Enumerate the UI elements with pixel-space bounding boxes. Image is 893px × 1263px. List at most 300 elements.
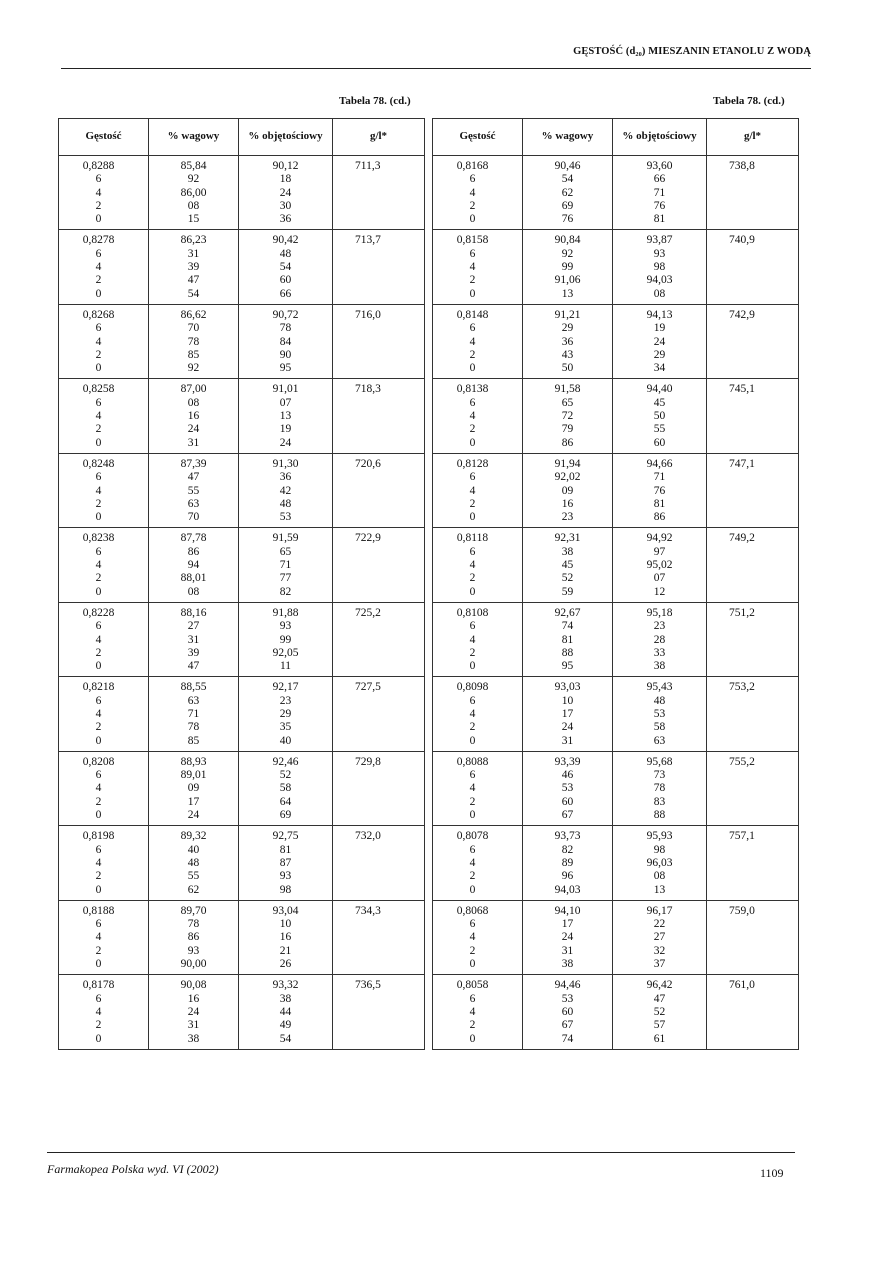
cell-gl [333, 528, 425, 602]
column-header-gl: g/l* [333, 119, 425, 156]
cell-value: 53 [279, 511, 292, 524]
cell-gl [333, 751, 425, 825]
cell-value: 55 [653, 423, 666, 436]
table-row [59, 230, 425, 304]
cell-gl [333, 602, 425, 676]
cell-value: 12 [653, 585, 666, 598]
cell-gl [707, 602, 799, 676]
cell-value: 90,08 [180, 979, 207, 992]
footer-rule [47, 1152, 795, 1153]
cell-value: 98 [653, 261, 666, 274]
cell-value: 46 [561, 769, 574, 782]
cell-value: 2 [95, 348, 102, 361]
cell-value: 89 [561, 856, 574, 869]
cell-value: 73 [653, 769, 666, 782]
cell-wagowy [149, 453, 239, 527]
cell-gestosc [59, 379, 149, 453]
cell-value: 2 [95, 870, 102, 883]
table-row [59, 379, 425, 453]
cell-value: 34 [653, 362, 666, 375]
cell-value: 08 [187, 585, 200, 598]
cell-value: 66 [279, 287, 292, 300]
cell-gestosc [433, 826, 523, 900]
density-group [433, 751, 799, 825]
cell-gestosc [433, 156, 523, 230]
cell-value: 99 [561, 261, 574, 274]
footer-source: Farmakopea Polska wyd. VI (2002) [47, 1162, 219, 1176]
table-row [59, 751, 425, 825]
cell-value: 747,1 [729, 457, 755, 470]
cell-wagowy [523, 677, 613, 751]
cell-value: 07 [279, 396, 292, 409]
cell-value: 88,55 [180, 681, 207, 694]
cell-gl [707, 156, 799, 230]
density-group [59, 602, 425, 676]
cell-value: 86 [187, 931, 200, 944]
cell-gestosc [59, 751, 149, 825]
cell-value: 753,2 [729, 681, 755, 694]
cell-objetosciowy [613, 975, 707, 1049]
cell-value: 2 [469, 423, 476, 436]
cell-value: 720,6 [355, 457, 381, 470]
cell-value: 716,0 [355, 308, 381, 321]
cell-value: 2 [95, 721, 102, 734]
cell-value: 76 [561, 213, 574, 226]
cell-value: 4 [95, 410, 102, 423]
cell-gl [707, 975, 799, 1049]
cell-value: 09 [561, 484, 574, 497]
cell-value: 88,93 [180, 755, 207, 768]
cell-value: 48 [279, 497, 292, 510]
cell-value: 0 [95, 734, 102, 747]
cell-value: 38 [187, 1032, 200, 1045]
cell-value: 88,16 [180, 606, 207, 619]
cell-value: 6 [95, 769, 102, 782]
cell-value: 54 [279, 1032, 292, 1045]
cell-value: 81 [653, 213, 666, 226]
cell-objetosciowy [239, 453, 333, 527]
cell-value: 91,94 [554, 457, 581, 470]
cell-value: 48 [187, 856, 200, 869]
cell-gl [707, 528, 799, 602]
cell-value: 78 [187, 721, 200, 734]
cell-value: 71 [279, 559, 292, 572]
cell-value: 95,02 [646, 559, 673, 572]
density-table-right [432, 118, 799, 1050]
cell-value: 727,5 [355, 681, 381, 694]
cell-value: 78 [187, 918, 200, 931]
cell-wagowy [149, 156, 239, 230]
density-group [59, 379, 425, 453]
cell-value: 70 [187, 322, 200, 335]
cell-value: 0 [469, 511, 476, 524]
cell-value: 740,9 [729, 234, 755, 247]
header-rule [61, 68, 811, 69]
cell-value: 38 [561, 545, 574, 558]
cell-value: 81 [561, 633, 574, 646]
cell-value: 0 [469, 1032, 476, 1045]
column-header-objetosciowy: % objętościowy [239, 119, 333, 156]
cell-objetosciowy [613, 230, 707, 304]
cell-value: 48 [279, 247, 292, 260]
cell-value: 78 [187, 335, 200, 348]
cell-value: 87,00 [180, 383, 207, 396]
cell-value: 66 [653, 173, 666, 186]
cell-wagowy [149, 751, 239, 825]
cell-gestosc [433, 230, 523, 304]
cell-value: 0,8208 [82, 755, 115, 768]
density-group [433, 230, 799, 304]
cell-objetosciowy [613, 528, 707, 602]
cell-value: 0 [95, 883, 102, 896]
cell-value: 0 [95, 213, 102, 226]
cell-value: 6 [469, 992, 476, 1005]
cell-value: 92,17 [272, 681, 299, 694]
cell-objetosciowy [613, 826, 707, 900]
cell-gestosc [433, 677, 523, 751]
cell-value: 29 [279, 707, 292, 720]
density-group [433, 900, 799, 974]
cell-wagowy [149, 379, 239, 453]
cell-value: 19 [279, 423, 292, 436]
cell-value: 0,8248 [82, 457, 115, 470]
cell-value: 47 [187, 274, 200, 287]
cell-gestosc [59, 304, 149, 378]
cell-gl [333, 975, 425, 1049]
cell-value: 6 [95, 918, 102, 931]
cell-value: 0 [95, 436, 102, 449]
cell-value: 18 [279, 173, 292, 186]
cell-value: 92,02 [554, 471, 581, 484]
cell-value: 2 [469, 348, 476, 361]
cell-wagowy [149, 230, 239, 304]
cell-value: 2 [95, 1019, 102, 1032]
cell-wagowy [149, 900, 239, 974]
column-header-objetosciowy: % objętościowy [613, 119, 707, 156]
cell-value: 90,42 [272, 234, 299, 247]
cell-value: 97 [653, 545, 666, 558]
cell-value: 93,03 [554, 681, 581, 694]
cell-value: 08 [653, 287, 666, 300]
cell-value: 4 [95, 931, 102, 944]
cell-value: 31 [187, 247, 200, 260]
cell-value: 91,30 [272, 457, 299, 470]
cell-value: 0,8148 [456, 308, 489, 321]
table-row [59, 602, 425, 676]
cell-value: 2 [469, 795, 476, 808]
cell-value: 24 [653, 335, 666, 348]
density-group [433, 826, 799, 900]
cell-value: 43 [561, 348, 574, 361]
cell-value: 90,12 [272, 160, 299, 172]
cell-value: 60 [279, 274, 292, 287]
cell-value: 54 [279, 261, 292, 274]
cell-wagowy [523, 230, 613, 304]
cell-value: 0 [95, 511, 102, 524]
cell-wagowy [523, 602, 613, 676]
cell-value: 13 [279, 410, 292, 423]
cell-value: 87 [279, 856, 292, 869]
cell-value: 6 [469, 322, 476, 335]
cell-value: 6 [469, 769, 476, 782]
cell-value: 2 [95, 795, 102, 808]
cell-value: 0,8278 [82, 234, 115, 247]
density-group [433, 528, 799, 602]
cell-value: 74 [561, 620, 574, 633]
density-group [433, 677, 799, 751]
cell-value: 10 [279, 918, 292, 931]
cell-value: 19 [653, 322, 666, 335]
cell-value: 36 [561, 335, 574, 348]
cell-value: 91,88 [272, 606, 299, 619]
cell-value: 4 [95, 559, 102, 572]
cell-value: 10 [561, 694, 574, 707]
cell-value: 0,8288 [82, 160, 115, 172]
cell-value: 6 [469, 694, 476, 707]
cell-value: 4 [95, 1005, 102, 1018]
table-row [433, 379, 799, 453]
cell-value: 95,68 [646, 755, 673, 768]
cell-value: 6 [469, 545, 476, 558]
cell-value: 45 [561, 559, 574, 572]
density-group [433, 602, 799, 676]
cell-value: 96 [561, 870, 574, 883]
cell-value: 0,8078 [456, 830, 489, 843]
cell-value: 52 [561, 572, 574, 585]
cell-value: 22 [653, 918, 666, 931]
cell-value: 81 [653, 497, 666, 510]
cell-value: 08 [653, 870, 666, 883]
cell-value: 60 [653, 436, 666, 449]
table-row [433, 528, 799, 602]
density-group [59, 826, 425, 900]
cell-value: 92,75 [272, 830, 299, 843]
cell-value: 2 [95, 646, 102, 659]
cell-value: 92,05 [272, 646, 299, 659]
column-header-gestosc: Gęstość [433, 119, 523, 156]
cell-value: 2 [95, 497, 102, 510]
column-header-gl: g/l* [707, 119, 799, 156]
cell-value: 90,46 [554, 160, 581, 172]
cell-value: 0 [469, 436, 476, 449]
cell-value: 713,7 [355, 234, 381, 247]
cell-value: 91,58 [554, 383, 581, 396]
cell-wagowy [523, 453, 613, 527]
cell-gl [333, 453, 425, 527]
cell-value: 0,8098 [456, 681, 489, 694]
cell-value: 2 [469, 274, 476, 287]
density-group [59, 975, 425, 1049]
cell-value: 27 [187, 620, 200, 633]
cell-value: 24 [187, 809, 200, 822]
cell-value: 0,8188 [82, 904, 115, 917]
cell-value: 32 [653, 944, 666, 957]
cell-gl [333, 379, 425, 453]
cell-value: 0,8128 [456, 457, 489, 470]
cell-value: 36 [279, 213, 292, 226]
cell-value: 31 [561, 734, 574, 747]
cell-value: 6 [95, 694, 102, 707]
cell-value: 40 [187, 843, 200, 856]
cell-value: 52 [279, 769, 292, 782]
cell-value: 42 [279, 484, 292, 497]
cell-value: 2 [469, 646, 476, 659]
cell-wagowy [149, 528, 239, 602]
cell-wagowy [523, 751, 613, 825]
density-group [59, 230, 425, 304]
cell-value: 13 [561, 287, 574, 300]
cell-value: 0 [95, 287, 102, 300]
cell-value: 33 [653, 646, 666, 659]
cell-value: 98 [279, 883, 292, 896]
cell-value: 0,8228 [82, 606, 115, 619]
cell-value: 4 [469, 1005, 476, 1018]
table-row [433, 304, 799, 378]
table-caption-right: Tabela 78. (cd.) [713, 95, 785, 107]
table-row [433, 453, 799, 527]
cell-value: 53 [561, 992, 574, 1005]
cell-gestosc [59, 677, 149, 751]
density-group [433, 304, 799, 378]
cell-value: 31 [187, 436, 200, 449]
cell-value: 84 [279, 335, 292, 348]
cell-value: 0,8088 [456, 755, 489, 768]
cell-value: 86,62 [180, 308, 207, 321]
cell-value: 6 [95, 843, 102, 856]
cell-value: 29 [561, 322, 574, 335]
cell-value: 53 [653, 707, 666, 720]
cell-value: 0 [95, 660, 102, 673]
cell-value: 89,70 [180, 904, 207, 917]
cell-gl [707, 379, 799, 453]
cell-value: 39 [187, 646, 200, 659]
cell-gl [333, 156, 425, 230]
cell-value: 759,0 [729, 904, 755, 917]
density-table-left [58, 118, 425, 1050]
cell-wagowy [149, 975, 239, 1049]
cell-gl [707, 751, 799, 825]
cell-value: 16 [187, 410, 200, 423]
cell-objetosciowy [239, 900, 333, 974]
cell-value: 67 [561, 809, 574, 822]
cell-value: 44 [279, 1005, 292, 1018]
cell-value: 65 [561, 396, 574, 409]
cell-value: 55 [187, 484, 200, 497]
cell-gl [707, 453, 799, 527]
cell-value: 82 [561, 843, 574, 856]
cell-value: 0 [469, 958, 476, 971]
cell-value: 95 [561, 660, 574, 673]
cell-value: 24 [561, 721, 574, 734]
cell-value: 62 [187, 883, 200, 896]
cell-value: 0,8178 [82, 979, 115, 992]
cell-value: 93 [279, 620, 292, 633]
table-row [433, 975, 799, 1049]
cell-value: 48 [653, 694, 666, 707]
cell-objetosciowy [239, 602, 333, 676]
cell-value: 2 [95, 423, 102, 436]
table-row [59, 900, 425, 974]
cell-value: 94,03 [646, 274, 673, 287]
cell-gl [333, 900, 425, 974]
cell-gl [707, 304, 799, 378]
cell-value: 21 [279, 944, 292, 957]
cell-value: 4 [95, 633, 102, 646]
cell-value: 94,10 [554, 904, 581, 917]
cell-gestosc [433, 453, 523, 527]
cell-value: 31 [187, 633, 200, 646]
cell-value: 28 [653, 633, 666, 646]
cell-value: 0,8108 [456, 606, 489, 619]
cell-objetosciowy [239, 826, 333, 900]
density-group [433, 156, 799, 230]
cell-gl [333, 677, 425, 751]
cell-value: 4 [469, 559, 476, 572]
table-row [59, 975, 425, 1049]
cell-objetosciowy [239, 304, 333, 378]
cell-value: 24 [561, 931, 574, 944]
cell-value: 16 [279, 931, 292, 944]
cell-value: 31 [561, 944, 574, 957]
cell-value: 61 [653, 1032, 666, 1045]
cell-gestosc [433, 379, 523, 453]
cell-value: 50 [561, 362, 574, 375]
table-row [433, 900, 799, 974]
cell-value: 0,8168 [456, 160, 489, 172]
cell-value: 2 [95, 572, 102, 585]
cell-value: 0 [95, 362, 102, 375]
cell-value: 91,21 [554, 308, 581, 321]
cell-value: 0 [469, 213, 476, 226]
cell-value: 91,59 [272, 532, 299, 545]
cell-value: 0 [95, 809, 102, 822]
cell-value: 90,84 [554, 234, 581, 247]
cell-value: 24 [279, 436, 292, 449]
cell-value: 76 [653, 484, 666, 497]
cell-value: 4 [95, 856, 102, 869]
cell-value: 60 [561, 1005, 574, 1018]
cell-value: 99 [279, 633, 292, 646]
table-row [59, 453, 425, 527]
table-header-row [433, 119, 799, 156]
cell-value: 6 [469, 173, 476, 186]
cell-value: 4 [469, 856, 476, 869]
cell-value: 86,23 [180, 234, 207, 247]
cell-value: 83 [653, 795, 666, 808]
cell-value: 4 [469, 707, 476, 720]
cell-value: 92,46 [272, 755, 299, 768]
cell-value: 74 [561, 1032, 574, 1045]
table-header-row [59, 119, 425, 156]
cell-value: 736,5 [355, 979, 381, 992]
cell-value: 0 [469, 660, 476, 673]
cell-value: 93,04 [272, 904, 299, 917]
cell-value: 87,39 [180, 457, 207, 470]
cell-value: 751,2 [729, 606, 755, 619]
cell-objetosciowy [613, 453, 707, 527]
cell-value: 0,8158 [456, 234, 489, 247]
cell-value: 94,92 [646, 532, 673, 545]
cell-value: 94,13 [646, 308, 673, 321]
cell-value: 92 [187, 173, 200, 186]
cell-value: 4 [469, 186, 476, 199]
cell-value: 35 [279, 721, 292, 734]
density-group [59, 900, 425, 974]
cell-value: 6 [469, 620, 476, 633]
cell-gestosc [59, 453, 149, 527]
cell-wagowy [523, 379, 613, 453]
cell-value: 0,8218 [82, 681, 115, 694]
